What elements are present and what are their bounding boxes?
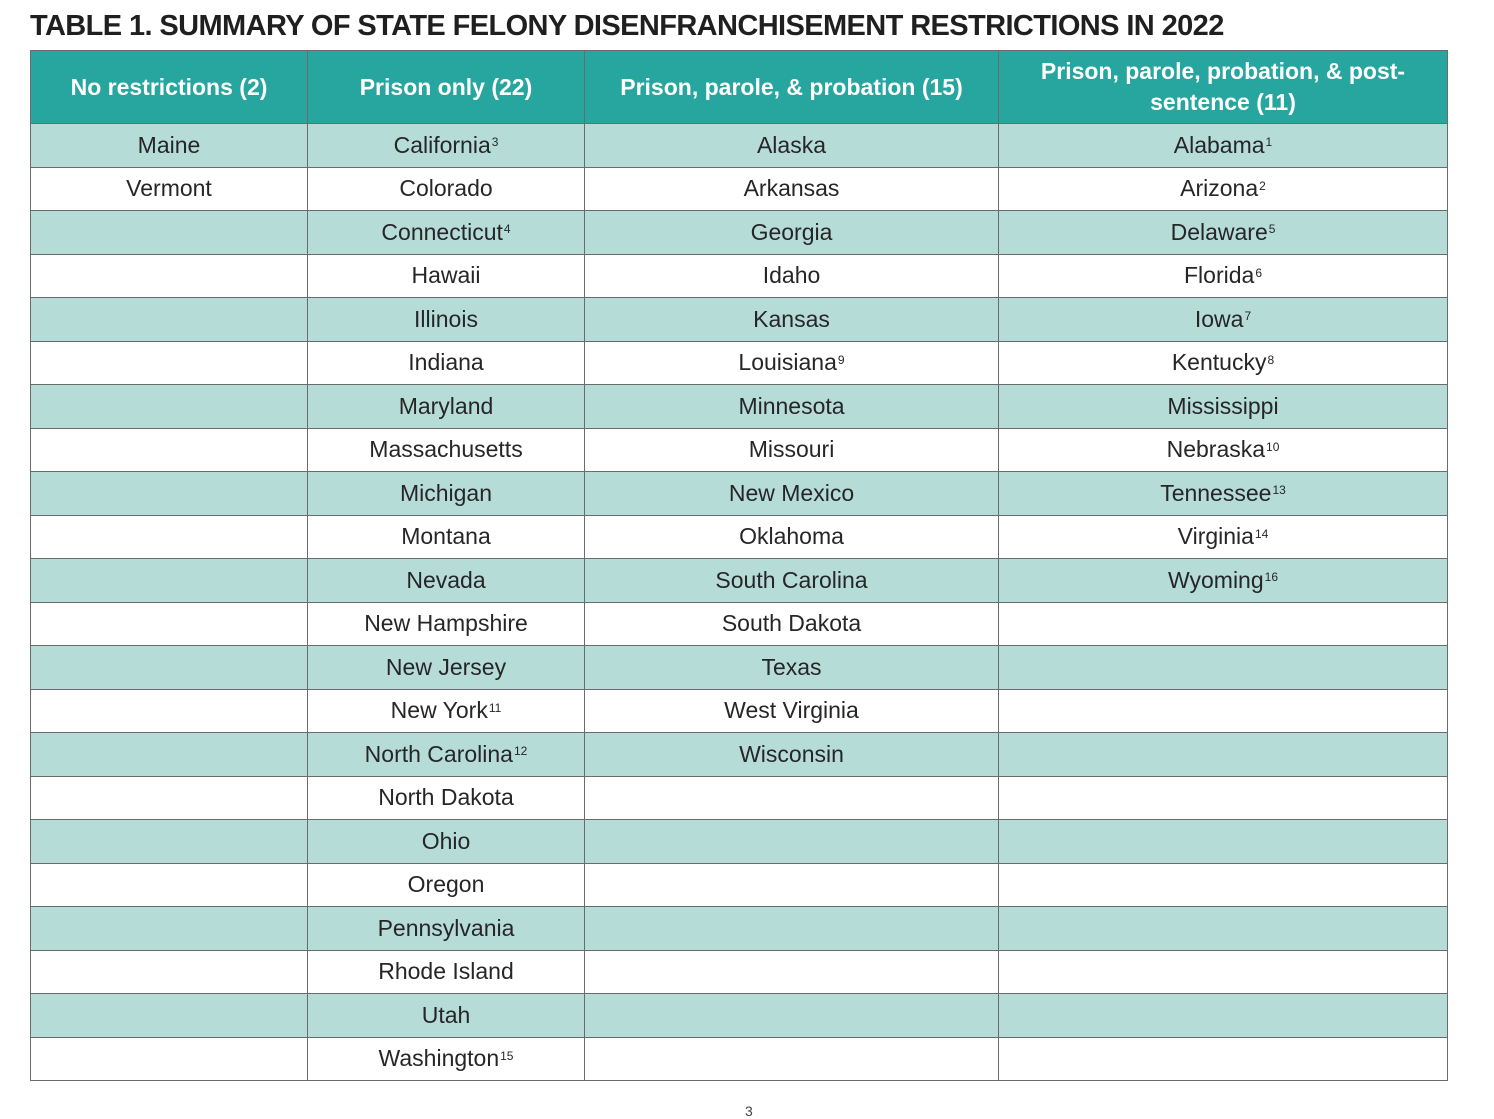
table-row — [31, 950, 1448, 994]
header-no-restrictions: No restrictions (2) — [31, 51, 308, 124]
table-cell — [585, 472, 999, 516]
table-row — [31, 776, 1448, 820]
table-row — [31, 602, 1448, 646]
state-name: Rhode Island — [378, 958, 514, 985]
state-name: Illinois — [414, 305, 478, 332]
table-cell — [31, 298, 308, 342]
state-name: Arizona — [1180, 175, 1259, 202]
table-cell — [585, 515, 999, 559]
table-row — [31, 646, 1448, 690]
state-name: West Virginia — [724, 697, 859, 724]
table-cell — [585, 820, 999, 864]
table-row — [31, 733, 1448, 777]
state-name: Virginia — [1177, 523, 1254, 550]
table-cell — [999, 646, 1448, 690]
footnote-marker: 14 — [1254, 526, 1269, 541]
table-cell — [999, 907, 1448, 951]
table-cell — [308, 428, 585, 472]
table-cell — [31, 472, 308, 516]
state-name: Wisconsin — [739, 740, 844, 767]
footnote-marker: 5 — [1268, 222, 1276, 237]
table-cell — [999, 472, 1448, 516]
table-row — [31, 863, 1448, 907]
table-cell — [308, 602, 585, 646]
footnote-marker: 6 — [1255, 265, 1262, 280]
table-cell — [585, 646, 999, 690]
table-row — [31, 689, 1448, 733]
table-cell — [585, 559, 999, 603]
footnote-marker: 2 — [1259, 178, 1266, 193]
table-body — [31, 124, 1448, 1081]
table-cell — [31, 907, 308, 951]
table-row — [31, 472, 1448, 516]
header-prison-parole-probation-post-sentence: Prison, parole, probation, & post-sentence (11) — [999, 51, 1448, 124]
footnote-marker: 3 — [491, 135, 499, 150]
state-name: Texas — [761, 653, 822, 680]
table-cell — [31, 776, 308, 820]
table-row — [31, 1037, 1448, 1081]
table-cell — [585, 428, 999, 472]
table-row — [31, 211, 1448, 255]
footnote-marker: 4 — [503, 222, 511, 237]
state-name: Oklahoma — [739, 523, 844, 550]
footnote-marker: 9 — [837, 352, 845, 367]
table-cell — [999, 341, 1448, 385]
table-cell — [31, 254, 308, 298]
table-cell — [585, 863, 999, 907]
table-cell — [31, 820, 308, 864]
table-cell — [308, 559, 585, 603]
table-cell — [31, 994, 308, 1038]
state-name: Colorado — [399, 175, 493, 202]
state-name: Kentucky — [1171, 349, 1267, 376]
table-cell — [999, 776, 1448, 820]
footnote-marker: 11 — [488, 700, 502, 715]
page-number: 3 — [745, 1103, 753, 1119]
table-cell — [308, 515, 585, 559]
table-cell — [31, 646, 308, 690]
table-cell — [999, 167, 1448, 211]
header-prison-only: Prison only (22) — [308, 51, 585, 124]
state-name: Connecticut — [381, 218, 503, 245]
state-name: Delaware — [1170, 218, 1268, 245]
header-row — [31, 51, 1448, 124]
state-name: Washington — [378, 1045, 500, 1072]
table-cell — [31, 341, 308, 385]
table-row — [31, 994, 1448, 1038]
state-name: New York — [390, 697, 488, 724]
table-row — [31, 167, 1448, 211]
table-cell — [31, 733, 308, 777]
table-cell — [308, 950, 585, 994]
table-cell — [585, 689, 999, 733]
table-cell — [308, 1037, 585, 1081]
table-cell — [31, 211, 308, 255]
table-cell — [999, 298, 1448, 342]
state-name: Wyoming — [1167, 566, 1264, 593]
table-row — [31, 907, 1448, 951]
table-cell — [585, 950, 999, 994]
table-cell — [31, 1037, 308, 1081]
footnote-marker: 13 — [1272, 483, 1286, 498]
state-name: Nebraska — [1166, 436, 1266, 463]
footnote-marker: 12 — [513, 744, 528, 759]
state-name: Vermont — [126, 175, 212, 202]
table-cell — [31, 428, 308, 472]
state-name: Nevada — [406, 566, 486, 593]
table-cell — [585, 385, 999, 429]
table-cell — [585, 341, 999, 385]
state-name: Alabama — [1173, 131, 1265, 158]
table-cell — [31, 689, 308, 733]
table-row — [31, 341, 1448, 385]
footnote-marker: 1 — [1265, 135, 1273, 150]
table-cell — [585, 1037, 999, 1081]
table-cell — [585, 124, 999, 168]
state-name: Indiana — [408, 349, 484, 376]
table-cell — [585, 602, 999, 646]
table-cell — [585, 298, 999, 342]
table-row — [31, 428, 1448, 472]
state-name: California — [393, 131, 491, 158]
table-row — [31, 559, 1448, 603]
state-name: Arkansas — [743, 175, 840, 202]
state-name: North Carolina — [364, 740, 513, 767]
table-cell — [999, 733, 1448, 777]
state-name: Massachusetts — [369, 436, 523, 463]
table-cell — [308, 994, 585, 1038]
state-name: Pennsylvania — [377, 914, 515, 941]
table-cell — [31, 602, 308, 646]
table-cell — [308, 385, 585, 429]
table-row — [31, 298, 1448, 342]
state-name: Georgia — [750, 218, 833, 245]
state-name: Maryland — [398, 392, 494, 419]
table-cell — [31, 559, 308, 603]
state-name: New Jersey — [385, 653, 507, 680]
table-cell — [308, 167, 585, 211]
table-cell — [585, 211, 999, 255]
state-name: Minnesota — [738, 392, 845, 419]
table-cell — [31, 950, 308, 994]
table-cell — [999, 602, 1448, 646]
table-cell — [31, 124, 308, 168]
state-name: Oregon — [407, 871, 485, 898]
table-title: TABLE 1. SUMMARY OF STATE FELONY DISENFRANCHISEMENT RESTRICTIONS IN 2022 — [30, 10, 1224, 42]
table-cell — [585, 167, 999, 211]
table-cell — [999, 211, 1448, 255]
table-cell — [585, 994, 999, 1038]
header-prison-parole-probation: Prison, parole, & probation (15) — [585, 51, 999, 124]
table-cell — [999, 559, 1448, 603]
state-name: Alaska — [756, 131, 827, 158]
table-cell — [308, 254, 585, 298]
footnote-marker: 7 — [1244, 309, 1252, 324]
state-name: New Mexico — [728, 479, 855, 506]
state-name: Florida — [1184, 262, 1255, 289]
table-row — [31, 385, 1448, 429]
table-cell — [308, 733, 585, 777]
table-cell — [999, 124, 1448, 168]
table-cell — [999, 994, 1448, 1038]
state-name: Iowa — [1194, 305, 1244, 332]
table-row — [31, 820, 1448, 864]
table-cell — [308, 472, 585, 516]
table-cell — [999, 515, 1448, 559]
state-name: Tennessee — [1160, 479, 1272, 506]
table-cell — [308, 124, 585, 168]
table-cell — [585, 254, 999, 298]
footnote-marker: 10 — [1266, 439, 1280, 454]
state-name: Michigan — [399, 479, 493, 506]
state-name: Louisiana — [738, 349, 837, 376]
table-cell — [999, 950, 1448, 994]
table-cell — [308, 211, 585, 255]
table-cell — [999, 863, 1448, 907]
table-cell — [31, 167, 308, 211]
table-cell — [999, 254, 1448, 298]
state-name: Idaho — [762, 262, 821, 289]
footnote-marker: 16 — [1264, 570, 1278, 585]
state-name: Montana — [401, 523, 491, 550]
table-row — [31, 515, 1448, 559]
state-name: South Dakota — [721, 610, 862, 637]
disenfranchisement-table — [30, 50, 1448, 1081]
state-name: Mississippi — [1167, 392, 1279, 419]
table-cell — [585, 907, 999, 951]
state-name: New Hampshire — [364, 610, 528, 637]
table-cell — [308, 341, 585, 385]
state-name: Utah — [421, 1001, 471, 1028]
table-cell — [31, 515, 308, 559]
state-name: Ohio — [421, 827, 471, 854]
table-cell — [308, 298, 585, 342]
footnote-marker: 8 — [1267, 352, 1275, 367]
state-name: North Dakota — [378, 784, 514, 811]
table-cell — [308, 907, 585, 951]
state-name: South Carolina — [715, 566, 868, 593]
state-name: Kansas — [753, 305, 830, 332]
table-cell — [999, 1037, 1448, 1081]
state-name: Missouri — [748, 436, 835, 463]
table-cell — [31, 385, 308, 429]
table-row — [31, 124, 1448, 168]
table-cell — [999, 428, 1448, 472]
table-cell — [999, 820, 1448, 864]
table-cell — [31, 863, 308, 907]
table-cell — [308, 820, 585, 864]
table-cell — [999, 385, 1448, 429]
table-cell — [308, 776, 585, 820]
table-cell — [585, 776, 999, 820]
table-cell — [999, 689, 1448, 733]
table-cell — [308, 646, 585, 690]
table-row — [31, 254, 1448, 298]
footnote-marker: 15 — [500, 1048, 514, 1063]
state-name: Maine — [137, 131, 201, 158]
table-cell — [585, 733, 999, 777]
state-name: Hawaii — [411, 262, 481, 289]
table-cell — [308, 689, 585, 733]
table-cell — [308, 863, 585, 907]
